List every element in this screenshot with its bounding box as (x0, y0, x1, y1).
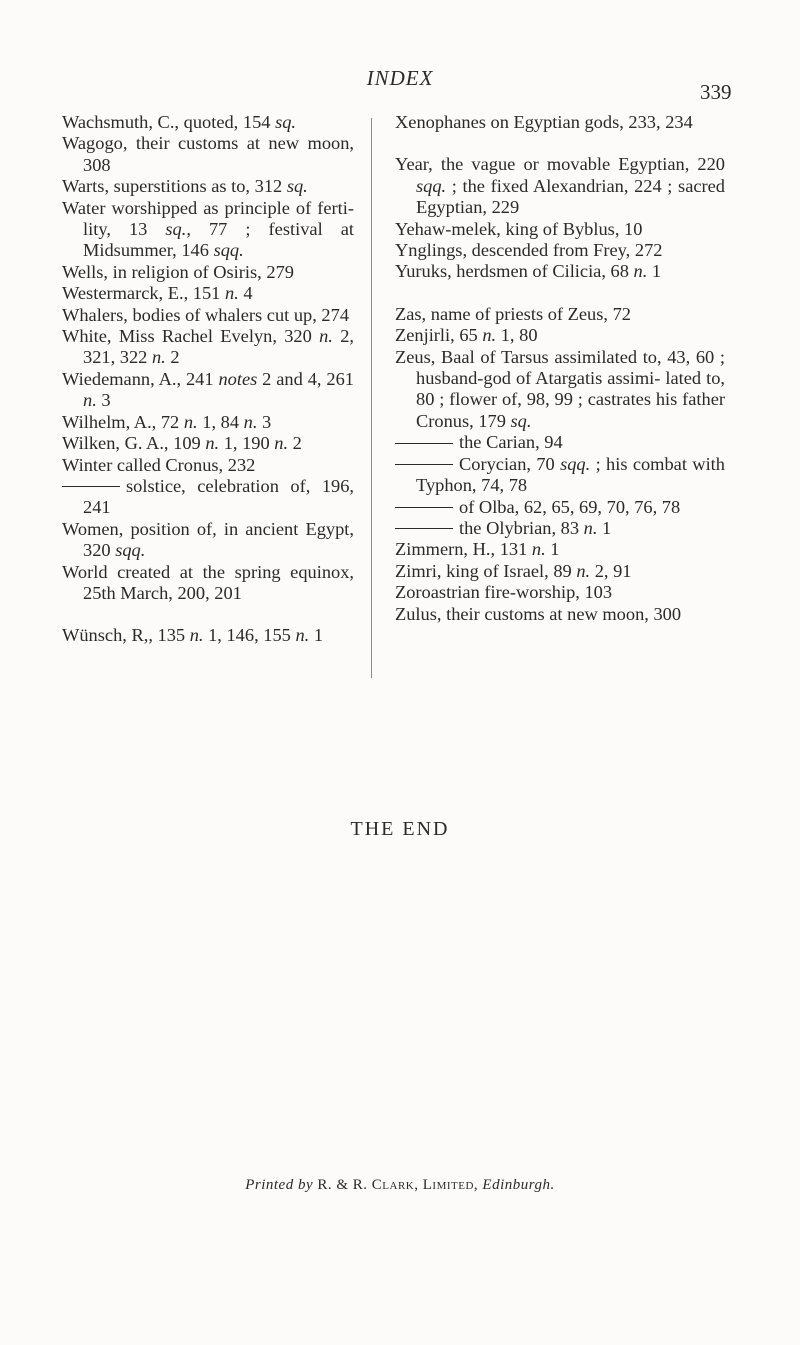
index-entry: Zulus, their customs at new moon, 300 (395, 603, 682, 624)
index-entry: Zeus, Baal of Tarsus assimilated to, 43, 60 ; husband-god of Atargatis assimi- lated to, 80 ; flower of, 98, 99 ; castrates his father Cronus, 179 sq. (395, 346, 725, 431)
index-entry: Zas, name of priests of Zeus, 72 (395, 303, 631, 324)
index-subentry: of Olba, 62, 65, 69, 70, 76, 78 (395, 497, 725, 518)
ditto-dash (395, 507, 453, 508)
index-entry: Yehaw-melek, king of Byblus, 10 (395, 218, 643, 239)
index-entry: Yuruks, herdsmen of Cilicia, 68 n. 1 (395, 261, 662, 282)
imprint-printed-by: Printed by (245, 1177, 314, 1193)
index-entry: Water worshipped as principle of ferti- lity, 13 sq., 77 ; festival at Midsummer, 146 sqq. (62, 197, 354, 261)
index-entry: Whalers, bodies of whalers cut up, 274 (62, 304, 350, 325)
index-entry: Zoroastrian fire-worship, 103 (395, 582, 613, 603)
index-entry: Wilken, G. A., 109 n. 1, 190 n. 2 (62, 433, 302, 454)
index-column-left (62, 112, 354, 647)
index-column-right (395, 112, 725, 625)
index-entry: Year, the vague or movable Egyptian, 220 sqq. ; the fixed Alexandrian, 224 ; sacred Egyptian, 229 (395, 154, 725, 218)
index-entry: Zimmern, H., 131 n. 1 (395, 539, 560, 560)
entry-gap (62, 604, 354, 625)
running-head: INDEX (366, 66, 434, 90)
index-entry: Winter called Cronus, 232 (62, 454, 256, 475)
index-entry: Wiedemann, A., 241 notes 2 and 4, 261 n. 3 (62, 368, 354, 411)
index-subentry: the Carian, 94 (395, 432, 725, 453)
index-entry: Wells, in religion of Osiris, 279 (62, 261, 294, 282)
index-entry: Wagogo, their customs at new moon, 308 (62, 133, 354, 175)
index-entry: Wachsmuth, C., quoted, 154 sq. (62, 112, 297, 132)
column-divider (371, 118, 372, 678)
entry-gap (395, 283, 725, 304)
index-subentry: Corycian, 70 sqq. ; his combat with Typhon, 74, 78 (395, 454, 725, 497)
ditto-dash (395, 464, 453, 465)
printer-imprint (0, 1177, 800, 1194)
index-entry: White, Miss Rachel Evelyn, 320 n. 2, 321, 322 n. 2 (62, 326, 354, 368)
index-entry: Warts, superstitions as to, 312 sq. (62, 176, 308, 197)
entry-gap (395, 133, 725, 154)
ditto-dash (395, 528, 453, 529)
index-entry: Wilhelm, A., 72 n. 1, 84 n. 3 (62, 411, 272, 432)
index-entry: Xenophanes on Egyptian gods, 233, 234 (395, 112, 693, 132)
index-entry: Westermarck, E., 151 n. 4 (62, 283, 253, 304)
ditto-dash (395, 443, 453, 444)
index-entry: Ynglings, descended from Frey, 272 (395, 240, 663, 261)
page-number: 339 (700, 80, 732, 104)
ditto-dash (62, 486, 120, 487)
index-subentry: solstice, celebration of, 196, 241 (62, 476, 354, 519)
index-entry: Zenjirli, 65 n. 1, 80 (395, 325, 538, 346)
index-entry: Women, position of, in ancient Egypt, 320 sqq. (62, 518, 354, 561)
index-entry: World created at the spring equinox, 25th March, 200, 201 (62, 561, 354, 603)
imprint-city: Edinburgh. (482, 1177, 555, 1193)
index-entry: Zimri, king of Israel, 89 n. 2, 91 (395, 560, 632, 581)
imprint-printer: R. & R. Clark, Limited, (317, 1177, 479, 1193)
index-entry: Wünsch, R,, 135 n. 1, 146, 155 n. 1 (62, 625, 324, 646)
the-end-heading: THE END (350, 818, 450, 840)
index-subentry: the Olybrian, 83 n. 1 (395, 518, 725, 539)
